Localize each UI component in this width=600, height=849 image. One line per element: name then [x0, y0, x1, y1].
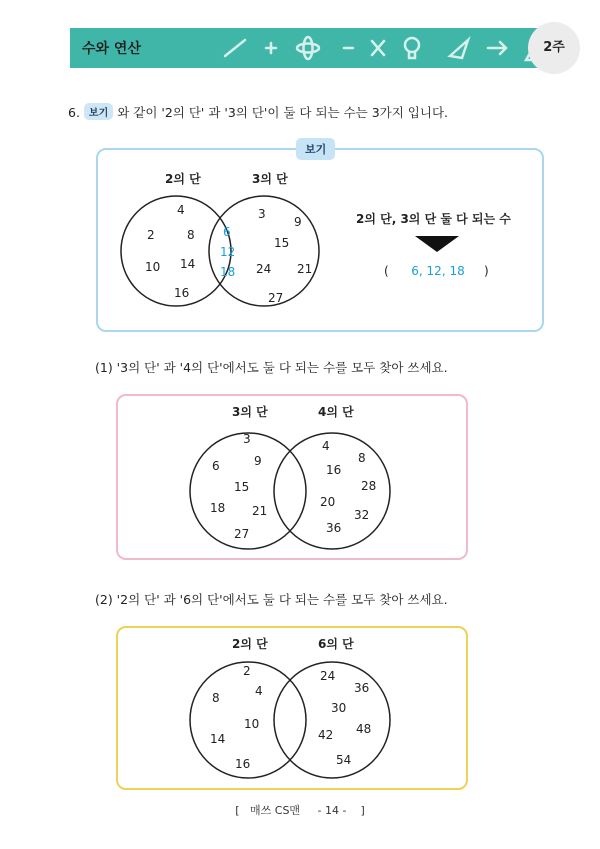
- venn-number: 10: [244, 717, 260, 731]
- venn-number: 6: [212, 459, 220, 473]
- venn-number: 30: [331, 701, 347, 715]
- venn-number-common: 12: [220, 245, 236, 259]
- down-arrow-icon: [415, 236, 459, 252]
- venn-number: 15: [234, 480, 250, 494]
- venn-number: 27: [268, 291, 284, 305]
- venn-number: 9: [254, 454, 262, 468]
- venn-number: 21: [297, 262, 313, 276]
- sub2-right-title: 6의 단: [318, 637, 354, 651]
- sub1-right-title: 4의 단: [318, 405, 354, 419]
- unit-title: 수와 연산: [82, 41, 141, 57]
- venn-number: 8: [187, 228, 195, 242]
- venn-number: 14: [210, 732, 226, 746]
- venn-number-common: 18: [220, 265, 236, 279]
- venn-number: 4: [177, 203, 185, 217]
- venn-number: 16: [235, 757, 251, 771]
- venn-number: 14: [180, 257, 196, 271]
- venn-number: 20: [320, 495, 336, 509]
- venn-number: 32: [354, 508, 370, 522]
- sub2-box: [116, 626, 468, 790]
- sub1-prompt: (1) '3의 단' 과 '4의 단'에서도 둘 다 되는 수를 모두 찾아 쓰세요.: [95, 360, 448, 375]
- venn-number: 4: [255, 684, 263, 698]
- venn-number: 2: [147, 228, 155, 242]
- example-pill: 보기: [84, 103, 113, 120]
- example-box-label: 보기: [296, 138, 335, 160]
- sub1-left-title: 3의 단: [232, 405, 268, 419]
- question-number: 6.: [68, 105, 80, 120]
- venn-number: 4: [322, 439, 330, 453]
- result-open-paren: (: [384, 264, 389, 278]
- venn-number: 54: [336, 753, 352, 767]
- venn-number: 21: [252, 504, 268, 518]
- result-close-paren: ): [484, 264, 489, 278]
- venn-number: 3: [258, 207, 266, 221]
- venn-number: 42: [318, 728, 334, 742]
- question-text: 와 같이 '2의 단' 과 '3의 단'이 둘 다 되는 수는 3가지 입니다.: [117, 105, 448, 120]
- venn-number: 2: [243, 664, 251, 678]
- venn-number: 3: [243, 432, 251, 446]
- page-footer: [ 매쓰 CS맨 - 14 - ]: [235, 804, 365, 817]
- venn-number: 16: [174, 286, 190, 300]
- sub2-left-title: 2의 단: [232, 637, 268, 651]
- venn-number: 16: [326, 463, 342, 477]
- venn-number: 24: [256, 262, 272, 276]
- venn-number: 18: [210, 501, 226, 515]
- example-right-title: 3의 단: [252, 172, 288, 186]
- week-badge: 2주: [528, 22, 580, 74]
- venn-number: 8: [212, 691, 220, 705]
- result-label: 2의 단, 3의 단 둘 다 되는 수: [356, 212, 511, 226]
- venn-number: 8: [358, 451, 366, 465]
- venn-number: 15: [274, 236, 290, 250]
- sub1-box: [116, 394, 468, 560]
- venn-number: 36: [354, 681, 370, 695]
- venn-number: 10: [145, 260, 161, 274]
- venn-number: 28: [361, 479, 377, 493]
- result-values: 6, 12, 18: [411, 264, 465, 278]
- venn-number: 48: [356, 722, 372, 736]
- venn-number: 27: [234, 527, 250, 541]
- venn-number: 36: [326, 521, 342, 535]
- example-left-title: 2의 단: [165, 172, 201, 186]
- venn-number: 9: [294, 215, 302, 229]
- sub2-prompt: (2) '2의 단' 과 '6의 단'에서도 둘 다 되는 수를 모두 찾아 쓰세요.: [95, 592, 448, 607]
- venn-number: 24: [320, 669, 336, 683]
- venn-number-common: 6: [223, 225, 231, 239]
